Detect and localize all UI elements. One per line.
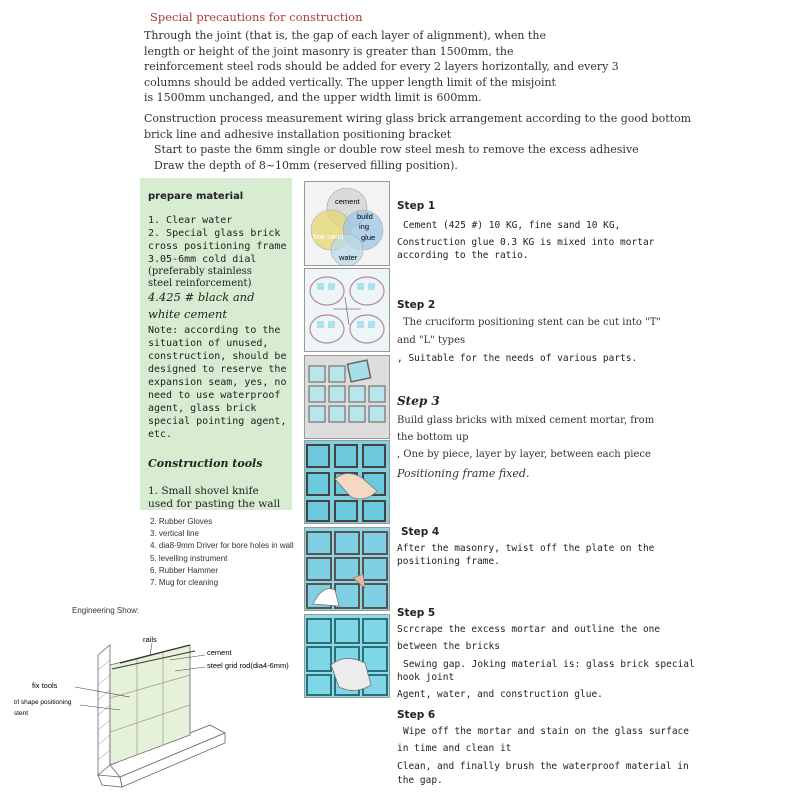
- step5-line: Sewing gap. Joking material is: glass brick special: [403, 659, 695, 670]
- prepare-item: cross positioning frame: [148, 241, 287, 252]
- step1-line: Construction glue 0.3 KG is mixed into mortar: [397, 237, 655, 248]
- prepare-heading: prepare material: [148, 191, 244, 202]
- label-tl-positioning: t/l shape positioning: [14, 699, 72, 706]
- prepare-item: (preferably stainless: [148, 266, 252, 277]
- step6-line: the gap.: [397, 775, 443, 786]
- prepare-item: 3.05-6mm cold dial: [148, 254, 257, 265]
- tools-item: used for pasting the wall: [148, 498, 281, 510]
- prepare-note: expansion seam, yes, no: [148, 377, 287, 388]
- prepare-item: 4.425 # black and: [148, 290, 255, 304]
- process-paragraph: [144, 111, 692, 173]
- prepare-note: designed to reserve the: [148, 364, 287, 375]
- step6-line: Clean, and finally brush the waterproof material in: [397, 761, 689, 772]
- step3-brick-image: [304, 355, 390, 439]
- tools-item: 6. Rubber Hammer: [150, 565, 219, 575]
- tools-item: 1. Small shovel knife: [148, 485, 259, 497]
- tools-item: 7. Mug for cleaning: [150, 578, 219, 588]
- process-line: brick line and adhesive installation positioning bracket: [144, 127, 452, 141]
- step2-line: and "L" types: [397, 335, 466, 346]
- intro-line: is 1500mm unchanged, and the upper width limit is 600mm.: [144, 91, 482, 104]
- step3-hand-image: [304, 440, 390, 524]
- step2-title: Step 2: [397, 299, 436, 311]
- prepare-item: 2. Special glass brick: [148, 228, 281, 239]
- label-stent: stent: [14, 710, 29, 717]
- prepare-item: 1. Clear water: [148, 215, 233, 226]
- process-line: Start to paste the 6mm single or double row steel mesh to remove the excess adhesive: [154, 143, 639, 156]
- tools-list: [150, 516, 294, 589]
- step5-line: Agent, water, and construction glue.: [397, 689, 603, 700]
- engineering-diagram: [10, 615, 310, 800]
- intro-line: columns should be added vertically. The upper length limit of the misjoint: [144, 75, 556, 89]
- step4-twist-image: [304, 527, 390, 611]
- prepare-note: construction, should be: [148, 351, 287, 362]
- venn-cement: cement: [335, 197, 360, 206]
- step2-line: , Suitable for the needs of various parts.: [397, 353, 638, 364]
- step3-line: Build glass bricks with mixed cement mortar, from: [397, 415, 655, 426]
- venn-glue: glue: [361, 233, 376, 242]
- process-line: Construction process measurement wiring glass brick arrangement according to the good bottom: [144, 112, 692, 125]
- label-fix-tools: fix tools: [32, 681, 58, 690]
- prepare-note: agent, glass brick: [148, 403, 257, 414]
- venn-building: build: [357, 212, 373, 221]
- step4-title: Step 4: [401, 526, 440, 538]
- step2-stent-image: [304, 268, 390, 352]
- intro-paragraph: [144, 28, 664, 106]
- step5-line: Scrcrape the excess mortar and outline the one: [397, 624, 661, 635]
- label-rails: rails: [143, 635, 157, 644]
- prepare-item: white cement: [148, 307, 227, 321]
- step1-venn-image: [304, 181, 390, 266]
- tools-item: 3. vertical line: [150, 529, 199, 539]
- prepare-note: need to use waterproof: [148, 390, 281, 401]
- tools-item: 5. levelling instrument: [150, 553, 228, 563]
- venn-water: water: [339, 253, 358, 262]
- step4-line: After the masonry, twist off the plate on the: [397, 543, 655, 554]
- step3-title: Step 3: [397, 394, 440, 408]
- prepare-note: situation of unused,: [148, 338, 269, 349]
- label-steel-grid: steel grid rod(dia4-6mm): [207, 661, 289, 670]
- step5-scrape-image: [304, 614, 390, 698]
- intro-line: length or height of the joint masonry is greater than 1500mm, the: [144, 44, 514, 58]
- step6-line: Wipe off the mortar and stain on the glass surface: [403, 726, 689, 737]
- process-line: Draw the depth of 8~10mm (reserved filling position).: [154, 158, 458, 172]
- prepare-item: steel reinforcement): [148, 278, 252, 289]
- page-title: Special precautions for construction: [150, 10, 363, 24]
- step1-title: Step 1: [397, 200, 436, 212]
- step3-line: the bottom up: [397, 432, 469, 443]
- step5-title: Step 5: [397, 607, 436, 619]
- intro-line: reinforcement steel rods should be added for every 2 layers horizontally, and every 3: [144, 60, 619, 73]
- step2-line: The cruciform positioning stent can be cut into "T": [403, 317, 661, 328]
- engineering-title: Engineering Show:: [72, 606, 140, 615]
- tools-item: 4. dia8-9mm Driver for bore holes in wall: [150, 541, 294, 551]
- step1-line: according to the ratio.: [397, 250, 529, 261]
- step3-line: , One by piece, layer by layer, between each piece: [397, 449, 651, 460]
- tools-heading: Construction tools: [148, 457, 263, 470]
- prepare-note: special pointing agent,: [148, 416, 287, 427]
- step6-line: in time and clean it: [397, 743, 512, 754]
- step5-line: hook joint: [397, 672, 455, 683]
- step5-line: between the bricks: [397, 641, 500, 652]
- prepare-note: Note: according to the: [148, 325, 281, 336]
- prepare-note: etc.: [148, 429, 173, 440]
- step1-line: Cement (425 #) 10 KG, fine sand 10 KG,: [403, 220, 621, 231]
- step3-line: Positioning frame fixed.: [397, 467, 530, 480]
- intro-line: Through the joint (that is, the gap of each layer of alignment), when the: [144, 29, 546, 42]
- tools-item: 2. Rubber Gloves: [150, 517, 213, 526]
- venn-sand: fine sand: [313, 232, 344, 241]
- venn-building: ing: [359, 222, 370, 231]
- step4-line: positioning frame.: [397, 556, 500, 567]
- step6-title: Step 6: [397, 709, 436, 721]
- label-cement: cement: [207, 648, 232, 657]
